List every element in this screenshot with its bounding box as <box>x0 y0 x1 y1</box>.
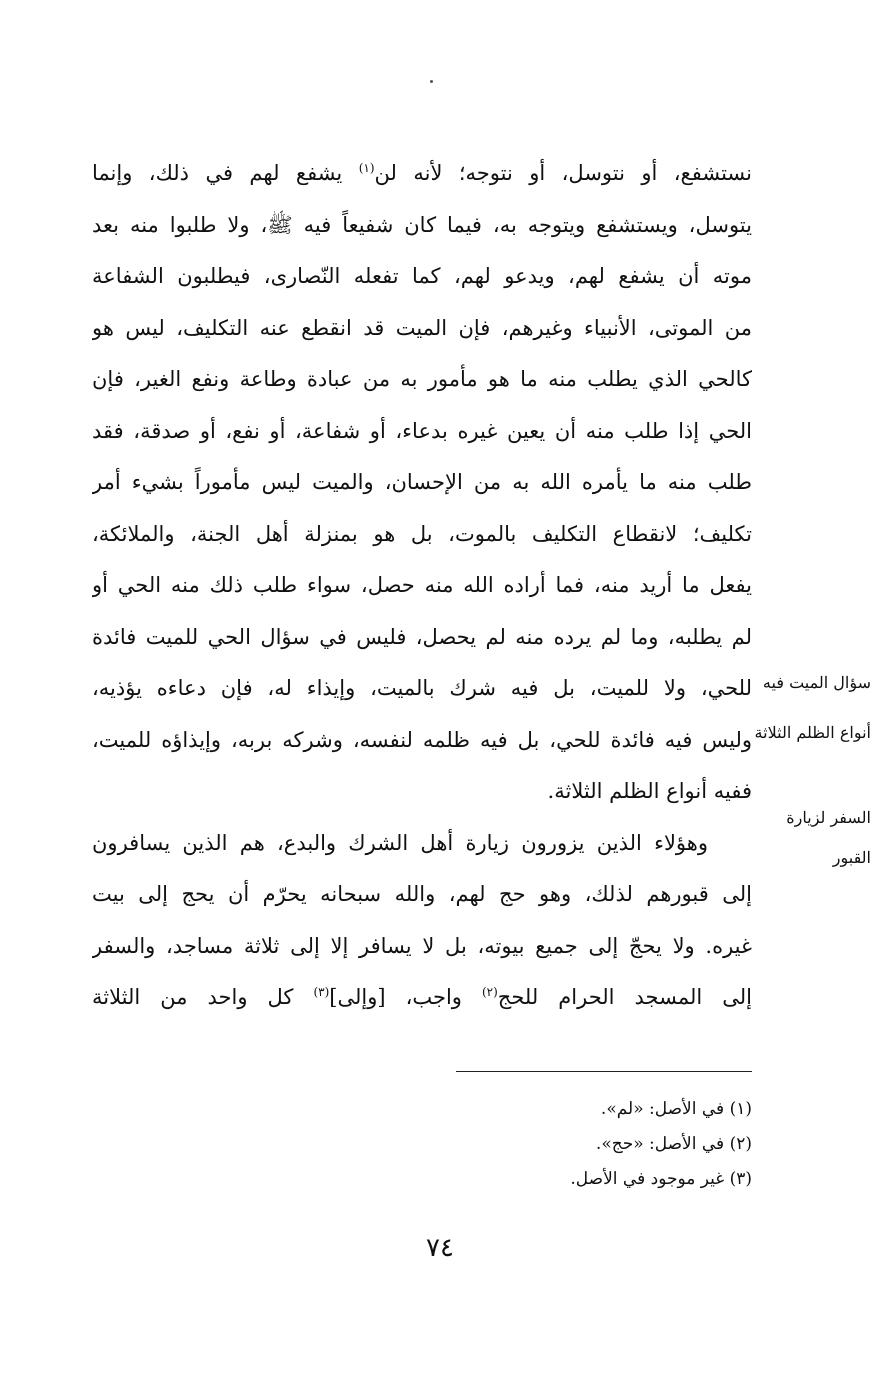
footnote-ref-3: (٣) <box>313 985 330 999</box>
text-line: لم يطلبه، وما لم يرده منه لم يحصل، فليس في سؤال الحي للميت فائدة <box>92 624 752 649</box>
text-line: ففيه أنواع الظلم الثلاثة. <box>547 779 752 803</box>
text-line: يفعل ما أريد منه، فما أراده الله منه حصل، سواء طلب ذلك منه الحي أو <box>92 573 752 597</box>
text-line: إلى المسجد الحرام للحج$^{(٢)}$ واجب، [وإلى]$^{(٣)}$ كل واحد من الثلاثة <box>92 985 752 1009</box>
text-line: طلب منه ما يأمره الله به من الإحسان، والميت ليس مأموراً بشيء أمر <box>92 470 752 494</box>
footnote-ref-1: (١) <box>358 161 375 175</box>
footnote-ref-2: (٢) <box>481 985 498 999</box>
footnote-1: (١) في الأصل: «لم». <box>600 1099 752 1119</box>
text-line: نستشفع، أو نتوسل، أو نتوجه؛ لأنه لن$^{(١)}$ يشفع لهم في ذلك، وإنما <box>92 161 752 185</box>
page-speck <box>430 80 433 83</box>
text-line: كالحي الذي يطلب منه ما هو مأمور به من عبادة وطاعة ونفع الغير، فإن <box>92 367 752 391</box>
paragraph-2 <box>92 818 752 1024</box>
text-line: تكليف؛ لانقطاع التكليف بالموت، بل هو بمنزلة أهل الجنة، والملائكة، <box>92 521 752 546</box>
text-line: للحي، ولا للميت، بل فيه شرك بالميت، وإيذاء له، فإن دعاءه يؤذيه، <box>92 676 752 700</box>
text-line: يتوسل، ويستشفع ويتوجه به، فيما كان شفيعاً فيه ﷺ، ولا طلبوا منه بعد <box>92 212 752 237</box>
margin-note-dead-questioning: سؤال الميت فيه أنواع الظلم الثلاثة <box>754 673 871 742</box>
footnote-2: (٢) في الأصل: «حج». <box>595 1134 752 1154</box>
page-number: ٧٤ <box>426 1233 454 1263</box>
paragraph-1 <box>92 148 752 818</box>
text-line: وهؤلاء الذين يزورون زيارة أهل الشرك والبدع، هم الذين يسافرون <box>92 830 708 855</box>
footnotes <box>420 1092 752 1197</box>
footnote-3: (٣) غير موجود في الأصل. <box>570 1169 752 1189</box>
text-line: غيره. ولا يحجّ إلى جميع بيوته، بل لا يسافر إلا إلى ثلاثة مساجد، والسفر <box>92 933 752 958</box>
main-text <box>92 148 752 1024</box>
footnote-divider <box>456 1071 752 1072</box>
text-line: وليس فيه فائدة للحي، بل فيه ظلمه لنفسه، وشركه بربه، وإيذاؤه للميت، <box>92 727 752 752</box>
text-line: موته أن يشفع لهم، ويدعو لهم، كما تفعله النّصارى، فيطلبون الشفاعة <box>92 264 752 288</box>
text-line: إلى قبورهم لذلك، وهو حج لهم، والله سبحانه يحرّم أن يحج إلى بيت <box>92 882 752 906</box>
margin-note-grave-travel: السفر لزيارة القبور <box>786 808 871 867</box>
text-line: من الموتى، الأنبياء وغيرهم، فإن الميت قد انقطع عنه التكليف، ليس هو <box>92 315 752 340</box>
text-line: الحي إذا طلب منه أن يعين غيره بدعاء، أو شفاعة، أو نفع، أو صدقة، فقد <box>92 418 752 443</box>
